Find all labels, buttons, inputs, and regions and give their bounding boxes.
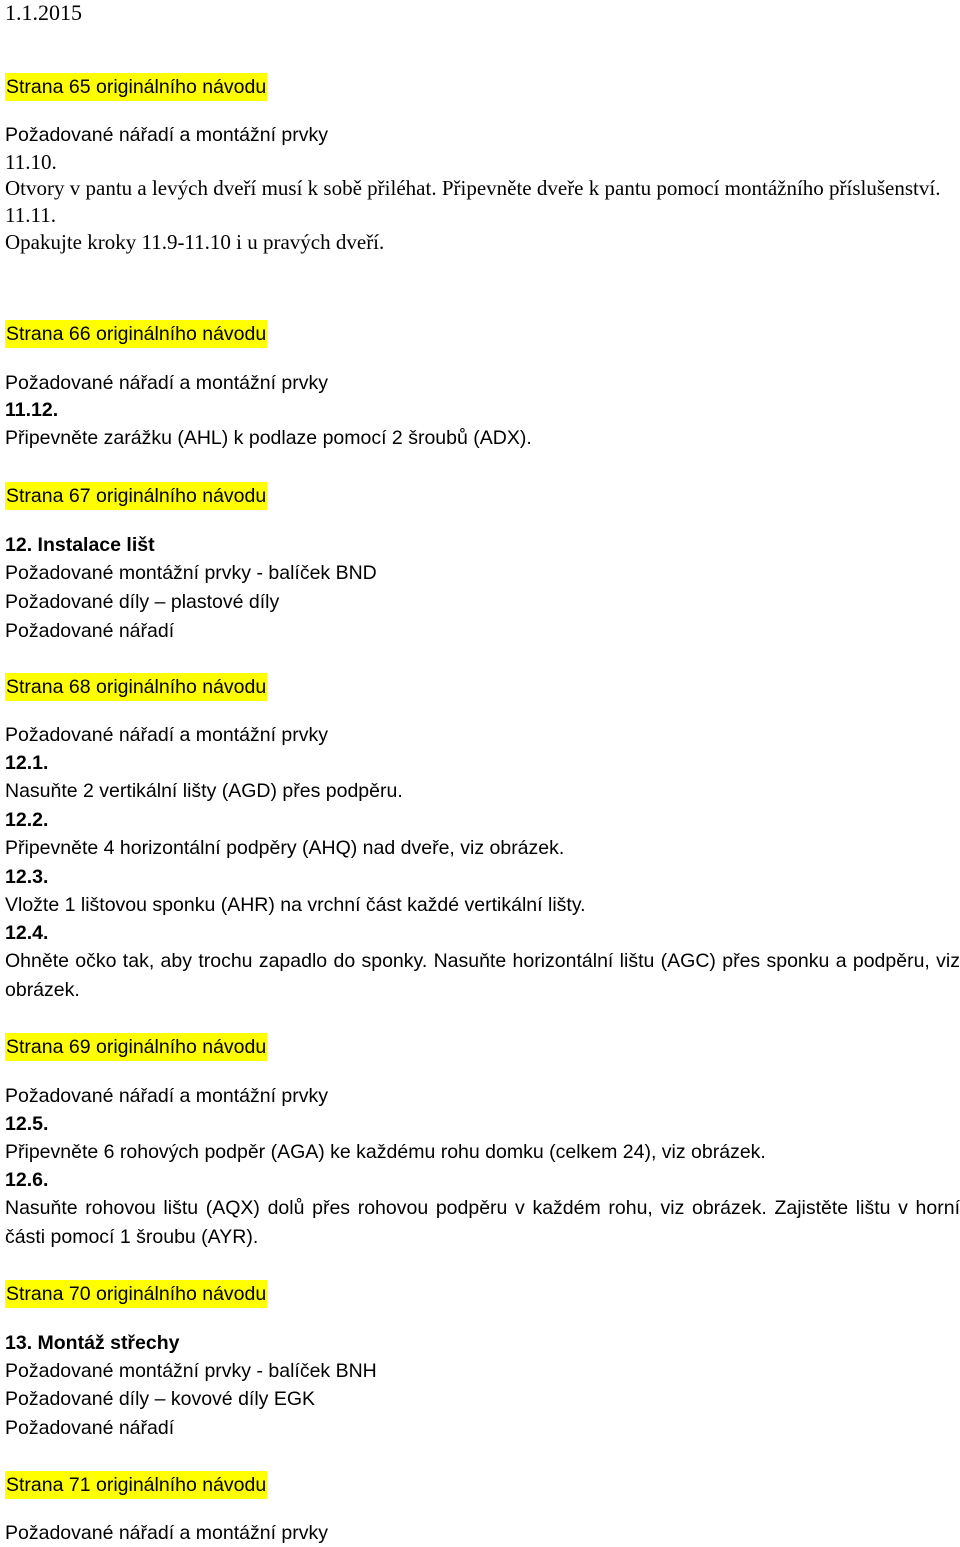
- step-number: 12.5.: [5, 1113, 49, 1135]
- tools-label: Požadované nářadí a montážní prvky: [5, 1085, 329, 1107]
- page-heading-69: Strana 69 originálního návodu: [5, 1033, 267, 1061]
- section-page-68-body: [5, 721, 960, 1005]
- section-title: 12. Instalace lišt: [5, 534, 155, 556]
- tools-label: Požadované nářadí a montážní prvky: [5, 372, 329, 394]
- step-text: Připevněte 6 rohových podpěr (AGA) ke každému rohu domku (celkem 24), viz obrázek.: [5, 1141, 766, 1163]
- required-parts: Požadované díly – kovové díly EGK: [5, 1388, 316, 1410]
- section-page-69-body: [5, 1082, 960, 1252]
- section-page-66: [5, 319, 960, 349]
- section-page-69: [5, 1032, 960, 1062]
- step-number: 11.10.: [5, 150, 57, 174]
- page-heading-71: Strana 71 originálního návodu: [5, 1471, 267, 1499]
- step-number: 11.12.: [5, 399, 59, 421]
- page-heading-65: Strana 65 originálního návodu: [5, 73, 267, 101]
- section-page-71: [5, 1470, 960, 1500]
- section-page-66-body: [5, 369, 960, 453]
- page-heading-66: Strana 66 originálního návodu: [5, 320, 267, 348]
- section-page-65-body: [5, 121, 960, 256]
- tools-label: Požadované nářadí a montážní prvky: [5, 724, 329, 746]
- step-text: Vložte 1 lištovou sponku (AHR) na vrchní část každé vertikální lišty.: [5, 894, 586, 916]
- page-heading-68: Strana 68 originálního návodu: [5, 673, 267, 701]
- section-page-67: [5, 481, 960, 511]
- required-tools: Požadované nářadí: [5, 1417, 175, 1439]
- step-number: 12.2.: [5, 809, 49, 831]
- section-page-65: [5, 72, 960, 102]
- step-text: Otvory v pantu a levých dveří musí k sobě přiléhat. Připevněte dveře k pantu pomocí montážního příslušenství.: [5, 176, 941, 200]
- required-tools: Požadované nářadí: [5, 620, 175, 642]
- required-parts: Požadované montážní prvky - balíček BND: [5, 562, 377, 584]
- step-number: 12.3.: [5, 866, 49, 888]
- required-parts: Požadované montážní prvky - balíček BNH: [5, 1360, 377, 1382]
- step-text: Opakujte kroky 11.9-11.10 i u pravých dveří.: [5, 230, 385, 254]
- section-page-71-body: [5, 1519, 960, 1547]
- section-page-68: [5, 672, 960, 702]
- step-number: 12.6.: [5, 1169, 49, 1191]
- step-text: Ohněte očko tak, aby trochu zapadlo do sponky. Nasuňte horizontální lištu (AGC) přes sponku a podpěru, viz obrázek.: [5, 950, 960, 1001]
- step-number: 12.1.: [5, 752, 49, 774]
- step-text: Připevněte zarážku (AHL) k podlaze pomocí 2 šroubů (ADX).: [5, 427, 532, 449]
- step-text: Připevněte 4 horizontální podpěry (AHQ) nad dveře, viz obrázek.: [5, 837, 565, 859]
- step-number: 12.4.: [5, 922, 49, 944]
- page-heading-67: Strana 67 originálního návodu: [5, 482, 267, 510]
- page-heading-70: Strana 70 originálního návodu: [5, 1280, 267, 1308]
- section-page-70-body: [5, 1329, 960, 1442]
- section-page-67-body: [5, 531, 960, 645]
- tools-label: Požadované nářadí a montážní prvky: [5, 124, 329, 146]
- section-page-70: [5, 1279, 960, 1309]
- step-text: Nasuňte 2 vertikální lišty (AGD) přes podpěru.: [5, 780, 403, 802]
- required-parts: Požadované díly – plastové díly: [5, 591, 280, 613]
- step-number: 11.11.: [5, 203, 56, 227]
- tools-label: Požadované nářadí a montážní prvky: [5, 1522, 329, 1544]
- document-page: [5, 0, 960, 1544]
- step-text: Nasuňte rohovou lištu (AQX) dolů přes rohovou podpěru v každém rohu, viz obrázek. Zajistěte lištu v horní části pomocí 1 šroubu (AYR).: [5, 1197, 960, 1248]
- document-date: 1.1.2015: [5, 0, 82, 25]
- section-title: 13. Montáž střechy: [5, 1332, 180, 1354]
